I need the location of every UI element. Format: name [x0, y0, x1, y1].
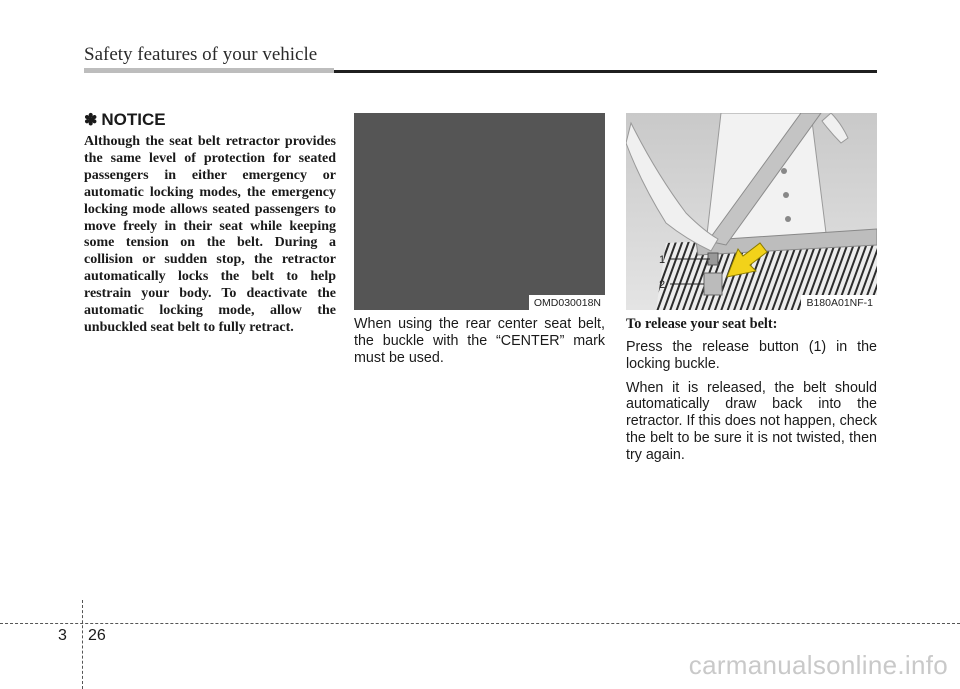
button: [781, 168, 787, 174]
release-section: [626, 316, 877, 471]
notice-title: NOTICE: [101, 110, 166, 129]
footer-rule: [0, 623, 960, 624]
release-heading: To release your seat belt:: [626, 316, 778, 332]
notice-body: Although the seat belt retractor provides the same level of protection for seated passengers in either emergency or automatic locking modes, the emergency locking mode allows seated passengers to move freely in their seat while keeping some tension on the belt. During a collision or sudden stop, the retractor automatically locks the belt to help restrain your body. To deactivate the automatic locking mode, allow the unbuckled seat belt to fully retract.: [84, 134, 336, 335]
figure-center-buckle: [354, 113, 605, 310]
chapter-number: 3: [58, 627, 67, 644]
watermark: carmanualsonline.info: [688, 650, 948, 680]
figure-code: OMD030018N: [529, 295, 605, 310]
release-paragraph-2: When it is released, the belt should automatically draw back into the retractor. If this does not happen, check the belt to be sure it is not twisted, then try again.: [626, 379, 877, 463]
figure-release-belt: [626, 113, 877, 310]
release-paragraph-1: Press the release button (1) in the locking buckle.: [626, 339, 877, 372]
notice-heading: [84, 110, 336, 130]
buckle: [704, 273, 722, 295]
seatbelt-illustration: [626, 113, 877, 310]
button: [785, 216, 791, 222]
header-rule: [334, 70, 877, 73]
section-title: Safety features of your vehicle: [84, 44, 318, 65]
notice-box: [84, 110, 336, 337]
footer-divider: [82, 600, 83, 689]
page-number: 26: [88, 627, 106, 644]
asterisk-cross-icon: ✽: [84, 112, 98, 129]
button: [783, 192, 789, 198]
header-rule-accent: [84, 68, 334, 73]
center-belt-text: When using the rear center seat belt, the buckle with the “CENTER” mark must be used.: [354, 316, 605, 366]
figure-code: B180A01NF-1: [801, 295, 877, 310]
callout-1: 1: [659, 254, 666, 266]
callout-2: 2: [659, 279, 666, 291]
